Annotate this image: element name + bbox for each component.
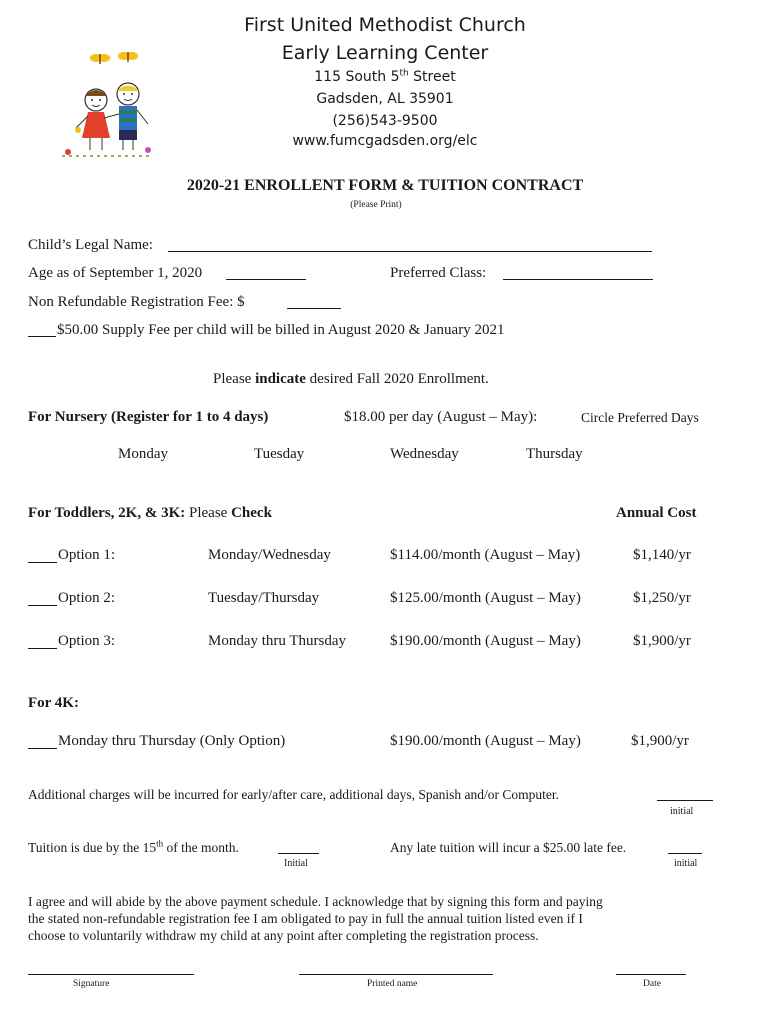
late-fee-initial-field[interactable]: [668, 853, 702, 854]
signature-field[interactable]: [28, 974, 194, 975]
form-subtitle: (Please Print): [350, 200, 402, 210]
org-name: First United Methodist Church: [244, 14, 526, 36]
tuition-due-text: Tuition is due by the 15th of the month.: [28, 838, 239, 855]
nursery-day-tuesday[interactable]: Tuesday: [254, 446, 305, 462]
option-2-label: Option 2:: [58, 590, 116, 606]
additional-charges-initial-field[interactable]: [657, 800, 713, 801]
toddlers-heading: For Toddlers, 2K, & 3K: Please Check: [28, 505, 272, 521]
nursery-heading: For Nursery (Register for 1 to 4 days): [28, 409, 269, 425]
option-3-days: Monday thru Thursday: [208, 633, 347, 649]
address-line: 115 South 5th Street: [314, 68, 456, 85]
form-title: 2020-21 ENROLLENT FORM & TUITION CONTRACT: [186, 177, 584, 194]
child-name-field[interactable]: [168, 251, 652, 252]
option-2-yearly: $1,250/yr: [633, 590, 691, 606]
tuition-due-initial-field[interactable]: [278, 853, 319, 854]
option-3-label: Option 3:: [58, 633, 116, 649]
registration-fee-label: Non Refundable Registration Fee: $: [28, 294, 245, 310]
center-name: Early Learning Center: [281, 42, 489, 64]
printed-name-caption: Printed name: [367, 979, 418, 989]
initial-caption: initial: [670, 806, 694, 817]
option-3-monthly: $190.00/month (August – May): [390, 633, 581, 649]
city-line: Gadsden, AL 35901: [316, 91, 454, 107]
signature-caption: Signature: [73, 979, 110, 989]
age-label: Age as of September 1, 2020: [28, 265, 203, 281]
supply-fee-text: $50.00 Supply Fee per child will be billed in August 2020 & January 2021: [57, 322, 505, 338]
initial-caption: Initial: [284, 858, 308, 869]
supply-fee-check[interactable]: [28, 336, 56, 337]
child-name-label: Child’s Legal Name:: [28, 237, 153, 253]
nursery-rate: $18.00 per day (August – May):: [344, 409, 538, 425]
preferred-class-field[interactable]: [503, 279, 653, 280]
website-line: www.fumcgadsden.org/elc: [292, 133, 478, 149]
option-1-days: Monday/Wednesday: [208, 547, 331, 563]
option-2-days: Tuesday/Thursday: [208, 590, 320, 606]
agreement-line-2: the stated non-refundable registration fee I am obligated to pay in full the annual tuition listed even if I: [28, 911, 583, 926]
nursery-day-thursday[interactable]: Thursday: [526, 446, 583, 462]
initial-caption: initial: [674, 858, 698, 869]
agreement-line-1: I agree and will abide by the above payment schedule. I acknowledge that by signing this form and paying: [28, 894, 603, 909]
preferred-class-label: Preferred Class:: [390, 265, 487, 281]
date-caption: Date: [643, 979, 661, 989]
annual-cost-heading: Annual Cost: [616, 505, 697, 521]
late-fee-text: Any late tuition will incur a $25.00 late fee.: [390, 840, 627, 855]
option-3-check[interactable]: [28, 648, 57, 649]
option-2-monthly: $125.00/month (August – May): [390, 590, 581, 606]
additional-charges-text: Additional charges will be incurred for early/after care, additional days, Spanish and/or Computer.: [28, 787, 559, 802]
date-field[interactable]: [616, 974, 686, 975]
option-1-yearly: $1,140/yr: [633, 547, 691, 563]
agreement-line-3: choose to voluntarily withdraw my child at any point after completing the registration process.: [28, 928, 539, 943]
option-3-yearly: $1,900/yr: [633, 633, 691, 649]
option-2-check[interactable]: [28, 605, 57, 606]
age-field[interactable]: [226, 279, 306, 280]
nursery-day-wednesday[interactable]: Wednesday: [390, 446, 459, 462]
fourk-option: Monday thru Thursday (Only Option): [58, 733, 286, 749]
registration-fee-field[interactable]: [287, 308, 341, 309]
fourk-heading: For 4K:: [28, 695, 79, 711]
fourk-check[interactable]: [28, 748, 57, 749]
printed-name-field[interactable]: [299, 974, 493, 975]
option-1-check[interactable]: [28, 562, 57, 563]
enrollment-instruction: Please indicate desired Fall 2020 Enrollment.: [213, 371, 489, 387]
phone-line: (256)543-9500: [332, 113, 438, 129]
fourk-yearly: $1,900/yr: [631, 733, 689, 749]
nursery-day-monday[interactable]: Monday: [118, 446, 168, 462]
option-1-monthly: $114.00/month (August – May): [390, 547, 581, 563]
fourk-monthly: $190.00/month (August – May): [390, 733, 581, 749]
option-1-label: Option 1:: [58, 547, 116, 563]
nursery-note: Circle Preferred Days: [581, 410, 699, 425]
